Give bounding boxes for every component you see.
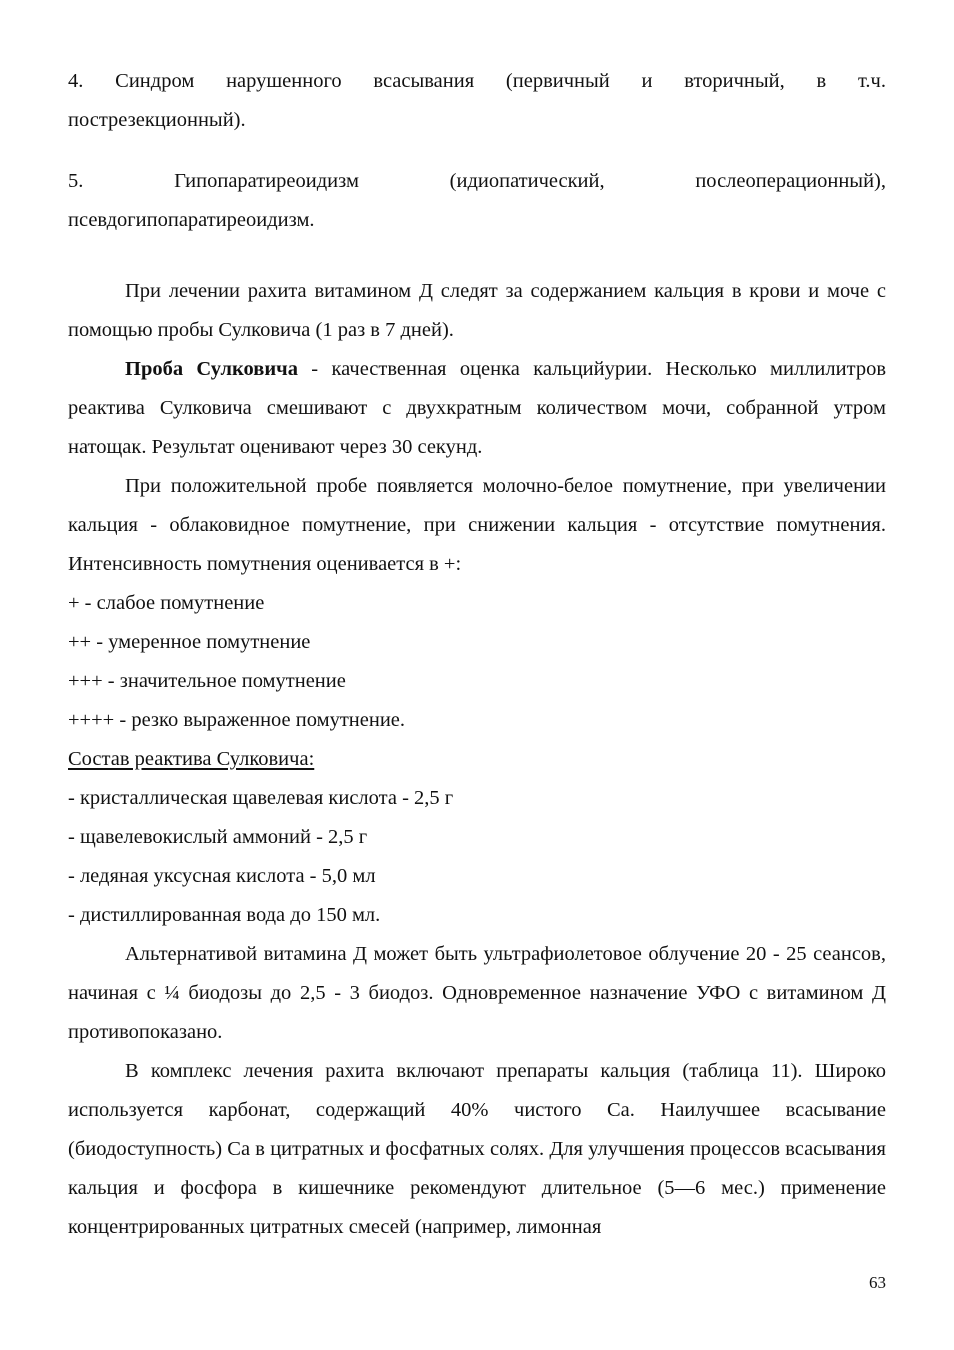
grade-3: +++ - значительное помутнение — [68, 670, 346, 692]
list-item-5-line1: 5. Гипопаратиреоидизм (идиопатический, послеоперационный), — [68, 170, 886, 192]
composition-heading-line — [68, 740, 886, 779]
page-body — [68, 62, 886, 1247]
paragraph-sulkovich — [68, 350, 886, 467]
list-item-4-line2: пострезекционный). — [68, 109, 246, 131]
page-number: 63 — [869, 1273, 886, 1292]
composition-heading: Состав реактива Сулковича: — [68, 748, 315, 770]
sulkovich-term: Проба Сулковича — [125, 358, 298, 380]
paragraph-treatment: При лечении рахита витамином Д следят за содержанием кальция в крови и моче с помощью пробы Сулковича (1 раз в 7 дней). — [68, 280, 886, 341]
paragraph-positive: При положительной пробе появляется молочно-белое помутнение, при увеличении кальция - облаковидное помутнение, при снижении кальция - отсутствие помутнения. Интенсивность помутнения оценивается в +: — [68, 475, 886, 575]
paragraph-uv: Альтернативой витамина Д может быть ультрафиолетовое облучение 20 - 25 сеансов, начиная с ¼ биодозы до 2,5 - 3 биодоз. Одновременное назначение УФО с витамином Д противопоказано. — [68, 943, 886, 1043]
sulkovich-text: - качественная оценка кальцийурии. Несколько миллилитров реактива Сулковича смешивают с двухкратным количеством мочи, собранной утром натощак. Результат оценивают через 30 секунд. — [68, 358, 886, 458]
composition-item-3: - ледяная уксусная кислота - 5,0 мл — [68, 865, 376, 887]
composition-item-4: - дистиллированная вода до 150 мл. — [68, 904, 381, 926]
list-item-4-line1: 4. Синдром нарушенного всасывания (первичный и вторичный, в т.ч. — [68, 70, 886, 92]
list-item-5-line2: псевдогипопаратиреоидизм. — [68, 209, 315, 231]
paragraph-calcium: В комплекс лечения рахита включают препараты кальция (таблица 11). Широко используется карбонат, содержащий 40% чистого Са. Наилучшее всасывание (биодоступность) Са в цитратных и фосфатных солях. Для улучшения процессов всасывания кальция и фосфора в кишечнике рекомендуют длительное (5—6 мес.) применение концентрированных цитратных смесей (например, лимонная — [68, 1060, 886, 1238]
grade-4: ++++ - резко выраженное помутнение. — [68, 709, 406, 731]
composition-item-2: - щавелевокислый аммоний - 2,5 г — [68, 826, 368, 848]
composition-item-1: - кристаллическая щавелевая кислота - 2,5 г — [68, 787, 454, 809]
grade-2: ++ - умеренное помутнение — [68, 631, 311, 653]
grade-1: + - слабое помутнение — [68, 592, 265, 614]
